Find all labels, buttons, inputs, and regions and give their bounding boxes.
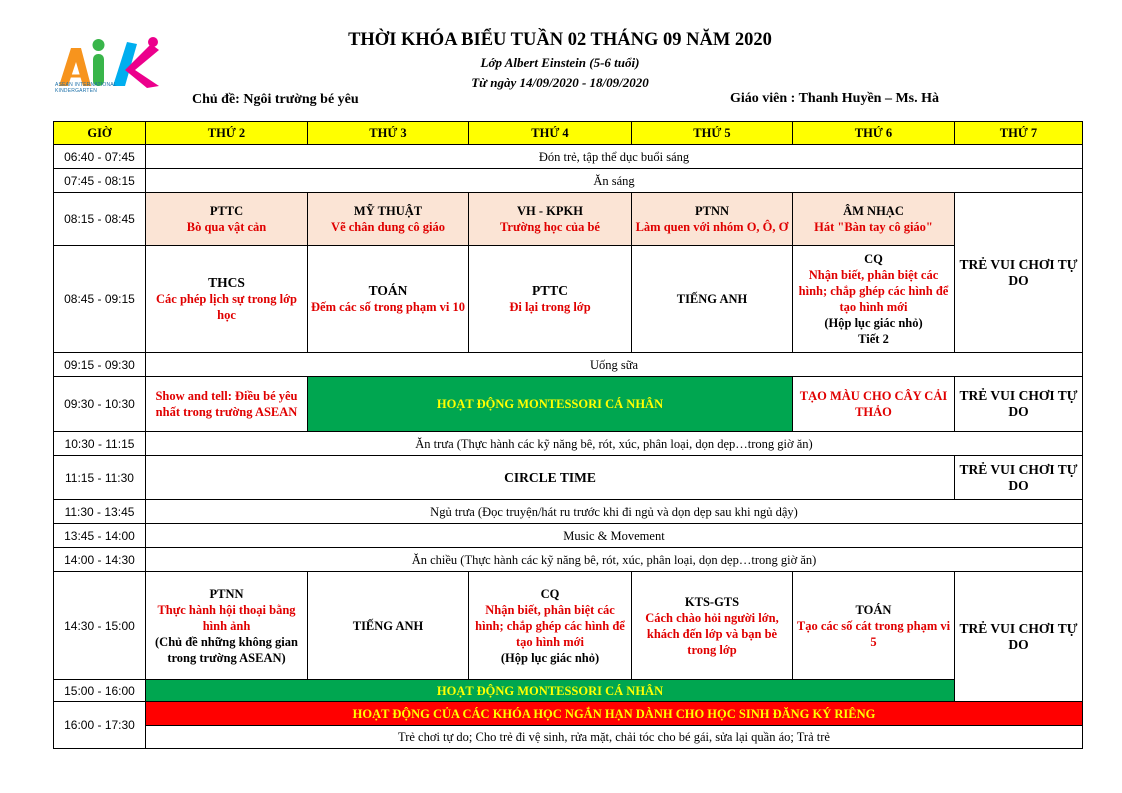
subject-desc: Đếm các số trong phạm vi 10	[311, 300, 465, 314]
montessori-cell: HOẠT ĐỘNG MONTESSORI CÁ NHÂN	[308, 377, 793, 432]
free-play-cell: TRẺ VUI CHƠI TỰ DO	[955, 456, 1083, 500]
col-header-sat: THỨ 7	[955, 122, 1083, 145]
col-header-wed: THỨ 4	[469, 122, 632, 145]
subject-title: ÂM NHẠC	[843, 204, 904, 218]
short-course-band: HOẠT ĐỘNG CỦA CÁC KHÓA HỌC NGẮN HẠN DÀNH CHO HỌC SINH ĐĂNG KÝ RIÊNG	[146, 702, 1083, 726]
time-cell: 08:15 - 08:45	[54, 193, 146, 246]
subject-desc: Nhận biết, phân biệt các hình; chắp ghép các hình để tạo hình mới	[475, 602, 625, 649]
time-cell: 11:30 - 13:45	[54, 500, 146, 524]
activity-cell	[632, 193, 793, 246]
subject-desc: Trường học của bé	[500, 220, 600, 234]
subject-note: (Hộp lục giác nhỏ)	[824, 316, 923, 330]
table-row	[54, 169, 1083, 193]
time-cell: 09:15 - 09:30	[54, 353, 146, 377]
time-cell: 13:45 - 14:00	[54, 524, 146, 548]
time-cell: 06:40 - 07:45	[54, 145, 146, 169]
subject-title: MỸ THUẬT	[353, 204, 423, 218]
time-cell: 14:00 - 14:30	[54, 548, 146, 572]
subject-desc: Cách chào hỏi người lớn, khách đến lớp và bạn bè trong lớp	[645, 610, 779, 657]
time-cell: 08:45 - 09:15	[54, 246, 146, 353]
activity-cell: Ăn chiều (Thực hành các kỹ năng bê, rót, xúc, phân loại, dọn dẹp…trong giờ ăn)	[146, 548, 1083, 572]
activity-cell	[469, 193, 632, 246]
activity-cell	[793, 193, 955, 246]
subject-title: KTS-GTS	[684, 594, 740, 609]
col-header-mon: THỨ 2	[146, 122, 308, 145]
subject-title: THCS	[208, 275, 245, 290]
table-row	[54, 548, 1083, 572]
subject-title: CQ	[864, 252, 883, 266]
activity-cell	[632, 572, 793, 680]
montessori-cell: HOẠT ĐỘNG MONTESSORI CÁ NHÂN	[146, 680, 955, 702]
subject-title: PTTC	[209, 204, 244, 218]
subject-note: (Hộp lục giác nhỏ)	[500, 650, 600, 665]
subject-desc: Vẽ chân dung cô giáo	[331, 220, 445, 234]
activity-cell: Ngủ trưa (Đọc truyện/hát ru trước khi đi ngủ và dọn dẹp sau khi ngủ dậy)	[146, 500, 1083, 524]
col-header-fri: THỨ 6	[793, 122, 955, 145]
table-row	[54, 456, 1083, 500]
activity-cell	[793, 246, 955, 353]
table-row	[54, 193, 1083, 246]
subject-desc: Đi lại trong lớp	[509, 300, 591, 314]
subject-desc: Hát "Bàn tay cô giáo"	[814, 220, 933, 234]
activity-cell	[146, 246, 308, 353]
activity-cell: Ăn trưa (Thực hành các kỹ năng bê, rót, xúc, phân loại, dọn dẹp…trong giờ ăn)	[146, 432, 1083, 456]
activity-cell	[469, 572, 632, 680]
subject-title: TOÁN	[368, 283, 408, 298]
activity-cell: TIẾNG ANH	[308, 572, 469, 680]
col-header-time: GIỜ	[54, 122, 146, 145]
header-row	[54, 122, 1083, 145]
subject-desc: Các phép lịch sự trong lớp học	[156, 292, 297, 322]
subject-title: CQ	[540, 586, 560, 601]
col-header-tue: THỨ 3	[308, 122, 469, 145]
activity-cell	[793, 572, 955, 680]
table-row	[54, 572, 1083, 680]
subject-desc: Thực hành hội thoại bằng hình ảnh	[157, 602, 296, 633]
subject-desc: Tạo các số cát trong phạm vi 5	[796, 618, 951, 649]
time-cell: 14:30 - 15:00	[54, 572, 146, 680]
activity-cell	[308, 193, 469, 246]
class-line: Lớp Albert Einstein (5-6 tuổi)	[480, 55, 640, 70]
table-row	[54, 432, 1083, 456]
table-row	[54, 702, 1083, 726]
schedule-table	[53, 121, 1083, 749]
activity-cell: TIẾNG ANH	[632, 246, 793, 353]
subject-title: PTNN	[694, 204, 730, 218]
date-line: Từ ngày 14/09/2020 - 18/09/2020	[471, 75, 649, 90]
subject-title: PTNN	[209, 586, 244, 601]
circle-time-cell: CIRCLE TIME	[146, 456, 955, 500]
activity-cell: Đón trẻ, tập thể dục buổi sáng	[146, 145, 1083, 169]
free-play-cell: TRẺ VUI CHƠI TỰ DO	[955, 377, 1083, 432]
activity-cell: Ăn sáng	[146, 169, 1083, 193]
table-row	[54, 246, 1083, 353]
subject-desc: Bò qua vật cản	[186, 220, 267, 234]
activity-cell: Music & Movement	[146, 524, 1083, 548]
table-row	[54, 353, 1083, 377]
subject-note: Tiết 2	[858, 332, 889, 346]
free-play-cell: TRẺ VUI CHƠI TỰ DO	[955, 572, 1083, 702]
time-cell: 11:15 - 11:30	[54, 456, 146, 500]
activity-cell: Show and tell: Điều bé yêu nhất trong trường ASEAN	[146, 377, 308, 432]
activity-cell: Uống sữa	[146, 353, 1083, 377]
subject-title: TOÁN	[855, 602, 892, 617]
subject-note: (Chủ đề những không gian trong trường ASEAN)	[155, 634, 298, 665]
col-header-thu: THỨ 5	[632, 122, 793, 145]
subject-title: PTTC	[531, 283, 568, 298]
teacher-label: Giáo viên : Thanh Huyền – Ms. Hà	[730, 91, 940, 106]
table-row	[54, 500, 1083, 524]
time-cell: 16:00 - 17:30	[54, 702, 146, 749]
time-cell: 09:30 - 10:30	[54, 377, 146, 432]
logo-subtitle: ASEAN INTERNATIONAL KINDERGARTEN	[55, 82, 117, 94]
time-cell: 15:00 - 16:00	[54, 680, 146, 702]
table-row	[54, 726, 1083, 749]
schedule-title: THỜI KHÓA BIỂU TUẦN 02 THÁNG 09 NĂM 2020	[348, 30, 772, 50]
subject-desc: Làm quen với nhóm O, Ô, Ơ	[635, 220, 789, 234]
theme-label: Chủ đề: Ngôi trường bé yêu	[192, 92, 359, 107]
activity-cell	[469, 246, 632, 353]
table-row	[54, 680, 1083, 702]
activity-cell: TẠO MÀU CHO CÂY CẢI THẢO	[793, 377, 955, 432]
table-row	[54, 524, 1083, 548]
table-row	[54, 145, 1083, 169]
activity-cell	[146, 572, 308, 680]
time-cell: 07:45 - 08:15	[54, 169, 146, 193]
table-row	[54, 377, 1083, 432]
free-play-cell: TRẺ VUI CHƠI TỰ DO	[955, 193, 1083, 353]
activity-cell	[308, 246, 469, 353]
activity-cell: Trẻ chơi tự do; Cho trẻ đi vệ sinh, rửa mặt, chải tóc cho bé gái, sửa lại quần áo; Trả trẻ	[146, 726, 1083, 749]
subject-desc: Nhận biết, phân biệt các hình; chắp ghép các hình để tạo hình mới	[798, 268, 949, 314]
time-cell: 10:30 - 11:15	[54, 432, 146, 456]
activity-cell	[146, 193, 308, 246]
subject-title: VH - KPKH	[517, 204, 583, 218]
